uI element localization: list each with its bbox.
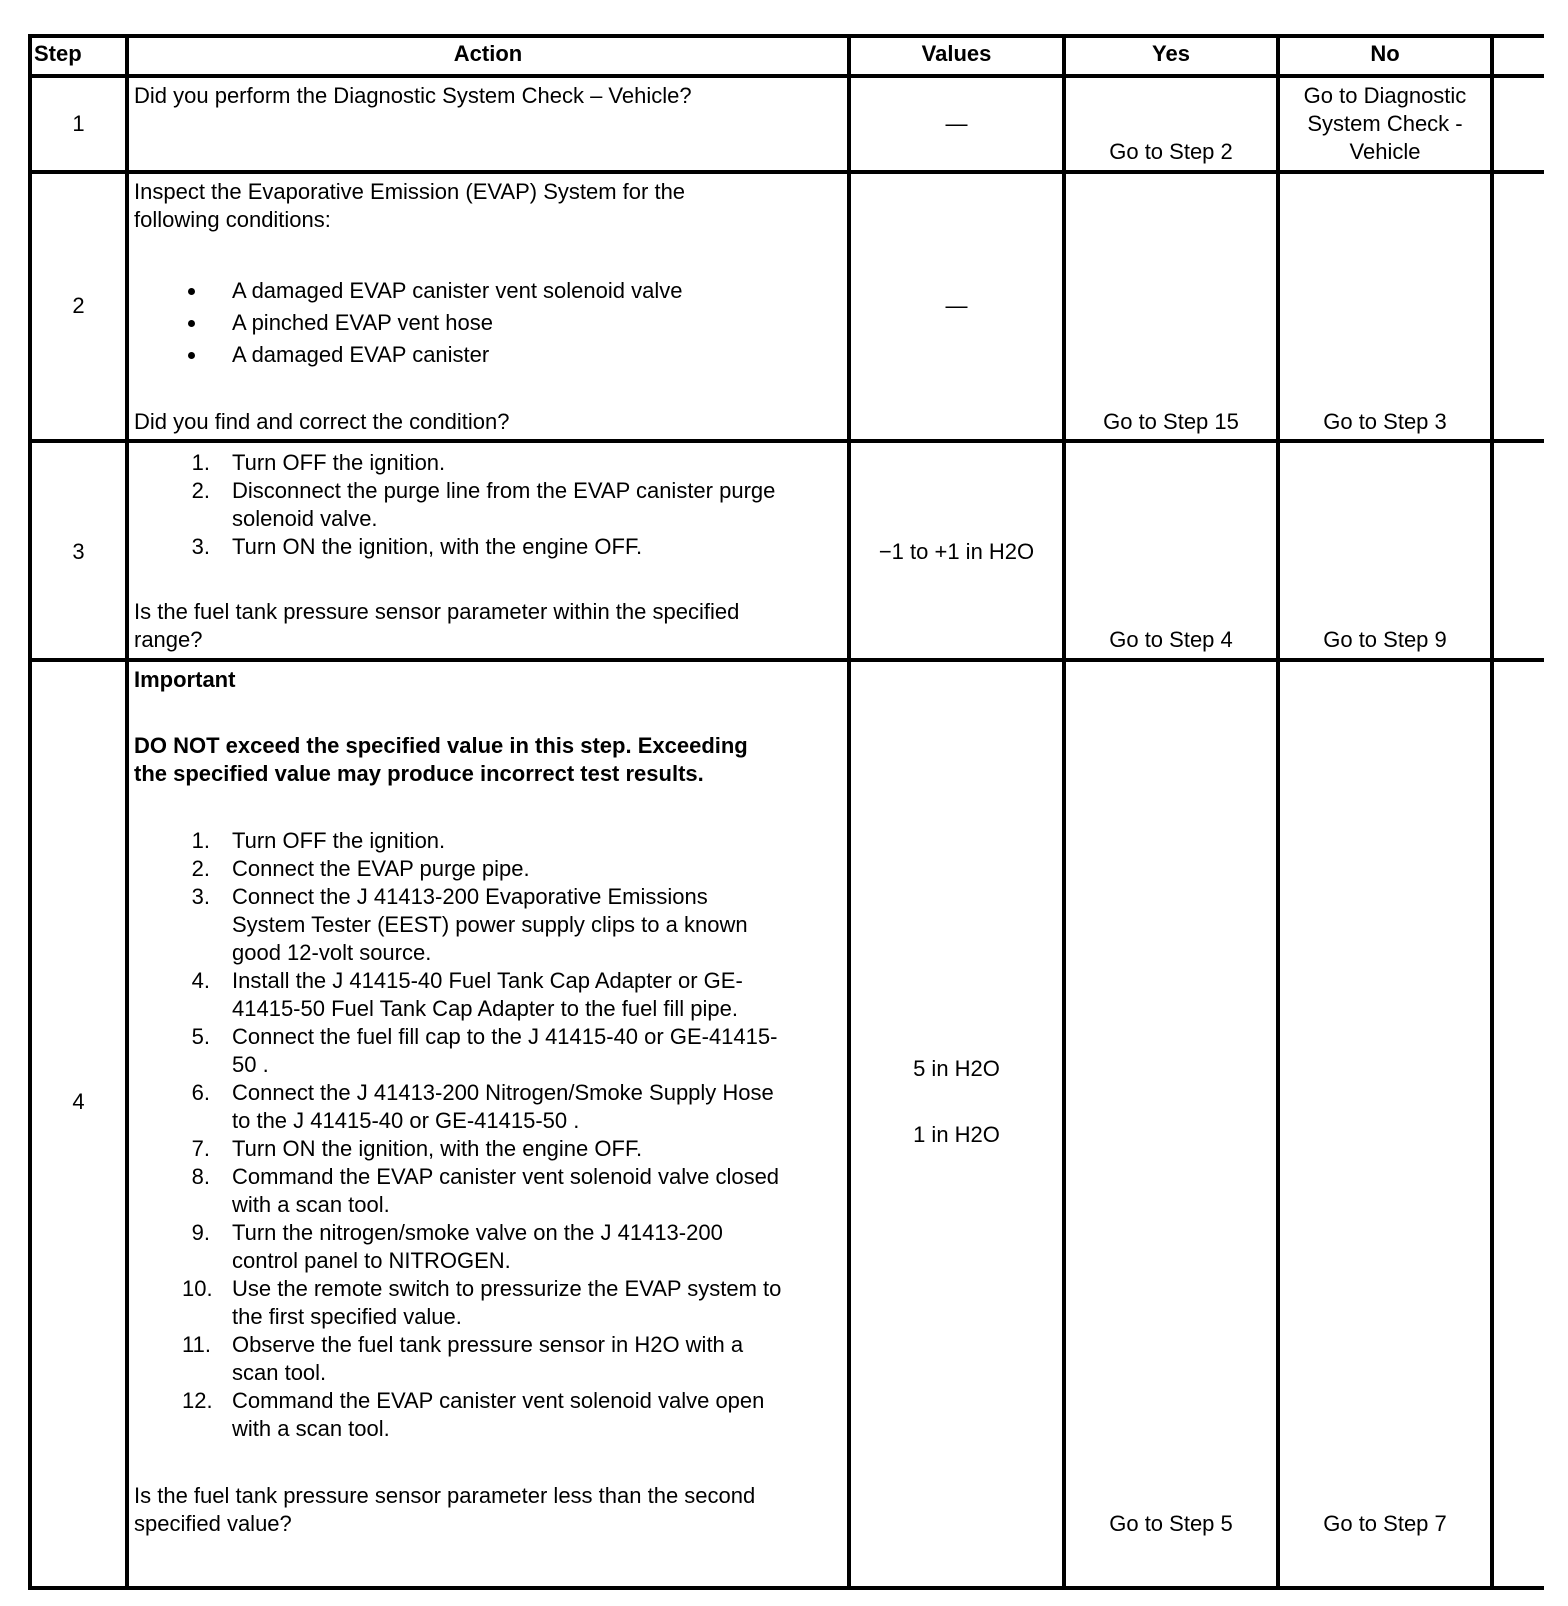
item-line: 41415-50 Fuel Tank Cap Adapter to the fuel fill pipe. — [232, 996, 738, 1021]
list-item — [134, 533, 848, 561]
item-line: System Tester (EEST) power supply clips to a known — [232, 912, 748, 937]
important-title: Important — [134, 667, 236, 692]
row-divider — [28, 170, 1544, 174]
step-number: 3 — [72, 539, 85, 564]
item-number: 4. — [191, 968, 210, 993]
item-line: to the J 41415-40 or GE-41415-50 . — [232, 1108, 580, 1133]
important-line: the specified value may produce incorrect test results. — [134, 761, 704, 786]
step-number: 4 — [72, 1089, 85, 1114]
important-note — [134, 732, 848, 788]
yes-cell: Go to Step 4 — [1109, 627, 1233, 652]
item-line: Use the remote switch to pressurize the EVAP system to — [232, 1276, 782, 1301]
item-line: Observe the fuel tank pressure sensor in H2O with a — [232, 1332, 744, 1357]
column-divider — [1062, 34, 1066, 1590]
item-line: Connect the fuel fill cap to the J 41415-40 or GE-41415- — [232, 1024, 778, 1049]
yes-cell: Go to Step 2 — [1109, 139, 1233, 164]
bullet-item: A pinched EVAP vent hose — [134, 307, 844, 339]
item-line: Connect the J 41413-200 Nitrogen/Smoke Supply Hose — [232, 1080, 774, 1105]
action-question: Did you perform the Diagnostic System Check – Vehicle? — [134, 83, 692, 108]
no-cell-line: Vehicle — [1349, 139, 1421, 164]
action-line: range? — [134, 627, 203, 652]
action-question — [134, 1482, 846, 1538]
action-line: Is the fuel tank pressure sensor parameter less than the second — [134, 1483, 756, 1508]
item-line: Command the EVAP canister vent solenoid valve open — [232, 1388, 765, 1413]
item-line: Disconnect the purge line from the EVAP canister purge — [232, 478, 776, 503]
item-line: Turn the nitrogen/smoke valve on the J 41413-200 — [232, 1220, 723, 1245]
list-item — [134, 855, 850, 883]
step-number: 1 — [72, 111, 85, 136]
item-line: Turn ON the ignition, with the engine OFF. — [232, 1136, 643, 1161]
item-number: 5. — [191, 1024, 210, 1049]
item-line: the first specified value. — [232, 1304, 462, 1329]
item-line: control panel to NITROGEN. — [232, 1248, 511, 1273]
bullet-item: A damaged EVAP canister — [134, 339, 844, 371]
row-divider — [28, 439, 1544, 443]
action-question: Did you find and correct the condition? — [134, 409, 510, 434]
item-number: 11. — [182, 1332, 211, 1357]
header-action: Action — [453, 41, 523, 66]
item-line: Turn OFF the ignition. — [232, 450, 446, 475]
item-line: solenoid valve. — [232, 506, 378, 531]
item-number: 6. — [191, 1080, 210, 1105]
item-number: 2. — [191, 856, 210, 881]
row-divider — [28, 74, 1544, 78]
list-item — [134, 1135, 850, 1163]
no-cell: Go to Step 3 — [1323, 409, 1447, 434]
item-number: 2. — [191, 478, 210, 503]
item-number: 12. — [182, 1388, 213, 1413]
column-divider — [1276, 34, 1280, 1590]
step-number: 2 — [72, 293, 85, 318]
item-number: 3. — [191, 534, 210, 559]
numbered-list — [134, 449, 848, 561]
item-number: 8. — [191, 1164, 210, 1189]
list-item — [134, 1387, 850, 1443]
item-line: Turn ON the ignition, with the engine OFF. — [232, 534, 643, 559]
item-line: Connect the EVAP purge pipe. — [232, 856, 530, 881]
item-number: 7. — [191, 1136, 210, 1161]
numbered-list — [134, 827, 850, 1443]
item-number: 3. — [191, 884, 210, 909]
header-step: Step — [34, 41, 82, 66]
table-border-top — [28, 34, 1544, 38]
list-item — [134, 449, 848, 477]
values-cell: — — [945, 111, 968, 136]
column-divider — [125, 34, 129, 1590]
values-cell: 1 in H2O — [913, 1122, 1000, 1147]
list-item — [134, 1163, 850, 1219]
header-yes: Yes — [1152, 41, 1190, 66]
item-line: Turn OFF the ignition. — [232, 828, 446, 853]
no-cell: Go to Step 7 — [1323, 1511, 1447, 1536]
action-intro — [134, 178, 844, 234]
important-line: DO NOT exceed the specified value in this step. Exceeding — [134, 733, 748, 758]
header-no: No — [1370, 41, 1400, 66]
no-cell: Go to Step 9 — [1323, 627, 1447, 652]
item-line: Connect the J 41413-200 Evaporative Emissions — [232, 884, 708, 909]
list-item — [134, 883, 850, 967]
no-cell-line: Go to Diagnostic — [1303, 83, 1467, 108]
item-line: scan tool. — [232, 1360, 327, 1385]
item-line: Install the J 41415-40 Fuel Tank Cap Adapter or GE- — [232, 968, 743, 993]
list-item — [134, 967, 850, 1023]
item-line: with a scan tool. — [232, 1192, 390, 1217]
list-item — [134, 1023, 850, 1079]
action-line: following conditions: — [134, 207, 331, 232]
item-number: 1. — [191, 450, 210, 475]
action-line: specified value? — [134, 1511, 292, 1536]
item-number: 9. — [191, 1220, 210, 1245]
table-border-bottom — [28, 1586, 1544, 1590]
item-number: 10. — [182, 1276, 213, 1301]
item-line: good 12-volt source. — [232, 940, 432, 965]
item-number: 1. — [191, 828, 210, 853]
action-line: Is the fuel tank pressure sensor parameter within the specified — [134, 599, 740, 624]
item-line: Command the EVAP canister vent solenoid valve closed — [232, 1164, 780, 1189]
header-values: Values — [921, 41, 992, 66]
action-question — [134, 598, 844, 654]
values-cell: −1 to +1 in H2O — [878, 539, 1035, 564]
item-line: 50 . — [232, 1052, 269, 1077]
action-line: Inspect the Evaporative Emission (EVAP) System for the — [134, 179, 686, 204]
table-border-left — [28, 34, 32, 1590]
list-item — [134, 827, 850, 855]
item-line: with a scan tool. — [232, 1416, 390, 1441]
no-cell — [1280, 82, 1490, 166]
no-cell-line: System Check - — [1307, 111, 1463, 136]
table-border-right — [1490, 34, 1494, 1590]
yes-cell: Go to Step 5 — [1109, 1511, 1233, 1536]
bullet-list — [134, 275, 844, 371]
bullet-item: A damaged EVAP canister vent solenoid valve — [134, 275, 844, 307]
values-cell: — — [945, 293, 968, 318]
list-item — [134, 1219, 850, 1275]
row-divider — [28, 658, 1544, 662]
values-cell: 5 in H2O — [913, 1056, 1000, 1081]
diagnostic-table — [28, 34, 1544, 1590]
list-item — [134, 1331, 850, 1387]
list-item — [134, 1275, 850, 1331]
list-item — [134, 477, 848, 533]
list-item — [134, 1079, 850, 1135]
yes-cell: Go to Step 15 — [1103, 409, 1239, 434]
